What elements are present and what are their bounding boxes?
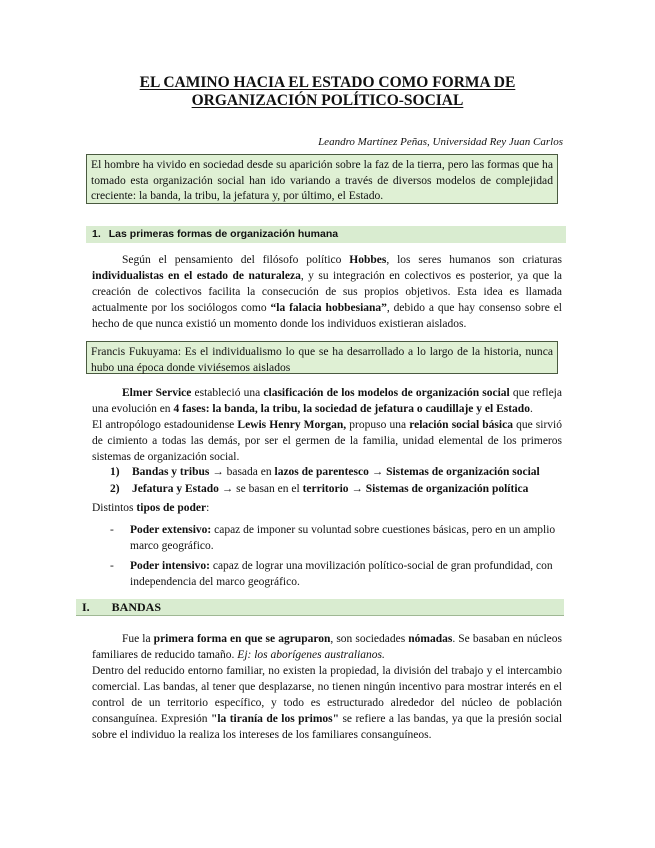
power-types-list	[110, 522, 565, 594]
section-1-title: Las primeras formas de organización humana	[108, 228, 339, 240]
power-types-intro: Distintos tipos de poder:	[92, 502, 210, 514]
intro-box: El hombre ha vivido en sociedad desde su aparición sobre la faz de la tierra, pero las formas que ha tomado esta organización social han ido variando a través de diversos modelos de complejidad creciente: la banda, la tribu, la jefatura y, por último, el Estado.	[86, 154, 558, 204]
section-1-number: 1.	[92, 228, 101, 240]
section-bandas-heading	[76, 599, 564, 616]
list-item: - Poder extensivo: capaz de imponer su voluntad sobre cuestiones básicas, pero en un amplio marco geográfico.	[110, 524, 556, 552]
bandas-paragraph: Fue la primera forma en que se agruparon, son sociedades nómadas. Se basaban en núcleos familiares de reducido tamaño. Ej: los aborígenes australianos. Dentro del reducido entorno familiar, no existen la propiedad, la división del trabajo y el intercambio comercial. Las bandas, al tener que desplazarse, no tienen ningún incentivo para mostrar interés en el control de un territorio específico, y todo es estructurado alrededor del núcleo de población consanguínea. Expresión "la tiranía de los primos" se refiere a las bandas, ya que la presión social sobre el individuo la realiza los intereses de los familiares consanguíneos.	[92, 633, 563, 741]
list-item: - Poder intensivo: capaz de lograr una movilización político-social de gran profundidad, con independencia del marco geográfico.	[110, 560, 553, 588]
section-2-title: BANDAS	[111, 600, 162, 614]
hobbes-paragraph: Según el pensamiento del filósofo político Hobbes, los seres humanos son criaturas individualistas en el estado de naturaleza, y su integración en colectivos es posterior, ya que la creación de colectivos facilita la consecución de sus propios objetivos. Esta idea es llamada actualmente por los sociólogos como “la falacia hobbesiana”, debido a que hay consenso sobre el hecho de que nunca existió un momento donde los individuos existieran aislados.	[92, 254, 563, 330]
author-line: Leandro Martínez Peñas, Universidad Rey Juan Carlos	[318, 136, 563, 148]
title-line-2: ORGANIZACIÓN POLÍTICO-SOCIAL	[191, 92, 464, 109]
list-item: 1) Bandas y tribus → basada en lazos de parentesco → Sistemas de organización social	[110, 466, 540, 478]
document-title	[60, 74, 595, 110]
section-1-heading	[86, 226, 566, 243]
section-2-number: I.	[82, 600, 90, 614]
service-morgan-paragraph: Elmer Service estableció una clasificación de los modelos de organización social que refleja una evolución en 4 fases: la banda, la tribu, la sociedad de jefatura o caudillaje y el Estado. El antropólogo estadounidense Lewis Henry Morgan, propuso una relación social básica que sirvió de cimiento a todas las demás, por ser el germen de la familia, unidad elemental de los primeros sistemas de organización social.	[92, 387, 562, 463]
title-line-1: EL CAMINO HACIA EL ESTADO COMO FORMA DE	[139, 74, 516, 91]
list-item: 2) Jefatura y Estado → se basan en el territorio → Sistemas de organización política	[110, 483, 529, 495]
organization-systems-list	[110, 464, 570, 498]
fukuyama-quote-box: Francis Fukuyama: Es el individualismo lo que se ha desarrollado a lo largo de la historia, nunca hubo una época donde viviésemos aislados	[86, 341, 558, 374]
